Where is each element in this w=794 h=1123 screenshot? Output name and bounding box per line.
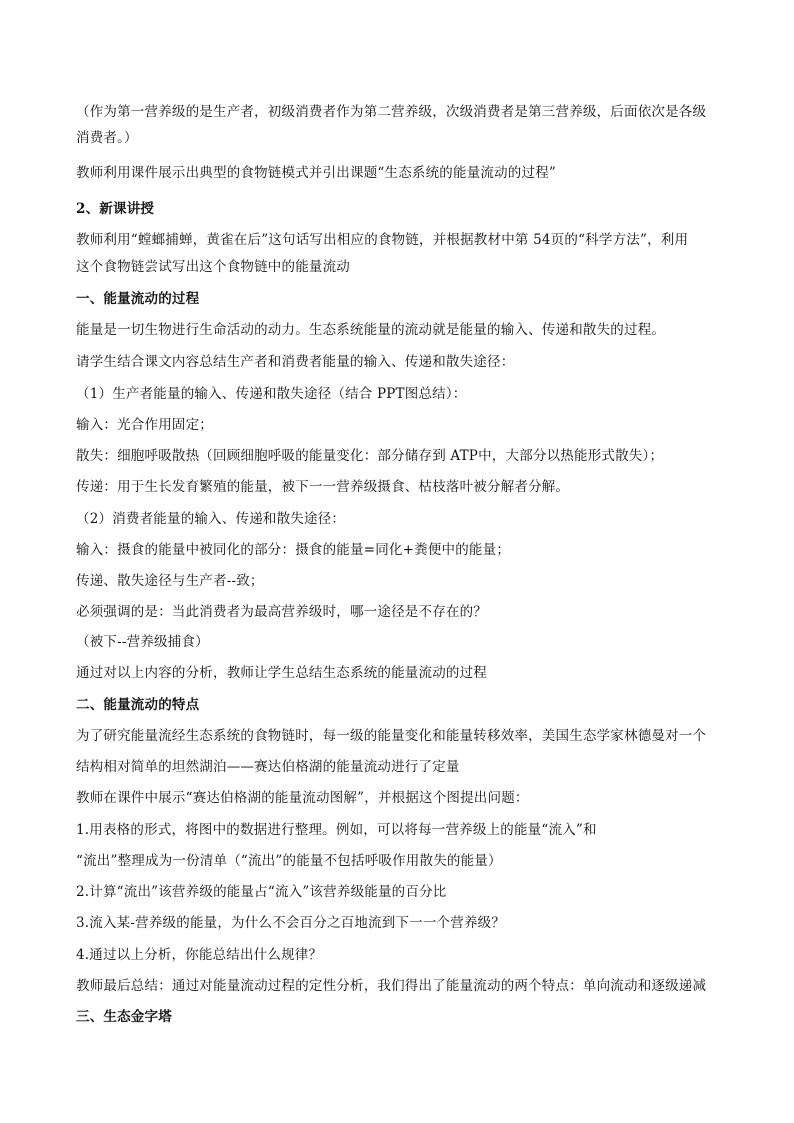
text-line: 4.通过以上分析，你能总结出什么规律？ bbox=[76, 947, 323, 963]
text-line: 必须强调的是：当此消费者为最高营养级时，哪一途径是不存在的？ bbox=[76, 604, 487, 620]
text-line: 能量是一切生物进行生命活动的动力。生态系统能量的流动就是能量的输入、传递和散失的过程。 bbox=[76, 322, 666, 338]
text-line: 为了研究能量流经生态系统的食物链时，每一级的能量变化和能量转移效率，美国生态学家林德曼对一个 bbox=[76, 728, 707, 744]
text-line: （1）生产者能量的输入、传递和散失途径（结合 PPT图总结）： bbox=[76, 386, 467, 402]
section-heading: 三、生态金字塔 bbox=[76, 1009, 172, 1025]
text-line: 传递、散失途径与生产者--致； bbox=[76, 573, 264, 589]
section-heading: 一、能量流动的过程 bbox=[76, 291, 200, 307]
text-line: 散失：细胞呼吸散热（回顾细胞呼吸的能量变化：部分储存到 ATP中，大部分以热能形式散失）； bbox=[76, 448, 664, 464]
text-line: 2.计算“流出”该营养级的能量占“流入”该营养级能量的百分比 bbox=[76, 884, 447, 900]
text-line: （被下--营养级捕食） bbox=[76, 634, 209, 650]
text-line: 教师利用“螳螂捕蝉，黄雀在后”这句话写出相应的食物链，并根据教材中第 54页的“科学方法”，利用 bbox=[76, 232, 689, 248]
text-line: 输入：光合作用固定； bbox=[76, 417, 213, 433]
text-line: （作为第一营养级的是生产者，初级消费者作为第二营养级，次级消费者是第三营养级，后面依次是各级 bbox=[76, 104, 707, 120]
text-line: 教师利用课件展示出典型的食物链模式并引出课题“生态系统的能量流动的过程” bbox=[76, 165, 557, 181]
text-line: 结构相对简单的坦然湖泊——赛达伯格湖的能量流动进行了定量 bbox=[76, 759, 460, 775]
text-line: 这个食物链尝试写出这个食物链中的能量流动 bbox=[76, 259, 350, 275]
text-line: 消费者。） bbox=[76, 130, 138, 146]
text-line: 输入：摄食的能量中被同化的部分：摄食的能量=同化+粪便中的能量； bbox=[76, 542, 511, 558]
text-line: 通过对以上内容的分析，教师让学生总结生态系统的能量流动的过程 bbox=[76, 665, 487, 681]
text-line: 1.用表格的形式，将图中的数据进行整理。例如，可以将每一营养级上的能量“流入”和 bbox=[76, 822, 597, 838]
text-line: （2）消费者能量的输入、传递和散失途径： bbox=[76, 511, 346, 527]
text-line: “流出”整理成为一份清单（“流出”的能量不包括呼吸作用散失的能量） bbox=[76, 853, 502, 869]
text-line: 请学生结合课文内容总结生产者和消费者能量的输入、传递和散失途径： bbox=[76, 354, 515, 370]
text-line: 3.流入某-营养级的能量，为什么不会百分之百地流到下一一个营养级？ bbox=[76, 915, 506, 931]
section-heading: 二、能量流动的特点 bbox=[76, 697, 200, 713]
text-line: 教师最后总结：通过对能量流动过程的定性分析，我们得出了能量流动的两个特点：单向流动和逐级递减 bbox=[76, 978, 707, 994]
section-heading: 2、新课讲授 bbox=[76, 201, 155, 217]
text-line: 教师在课件中展示“赛达伯格湖的能量流动图解”，并根据这个图提出问题： bbox=[76, 790, 529, 806]
text-line: 传递：用于生长发育繁殖的能量，被下一一营养级摄食、枯枝落叶被分解者分解。 bbox=[76, 479, 570, 495]
